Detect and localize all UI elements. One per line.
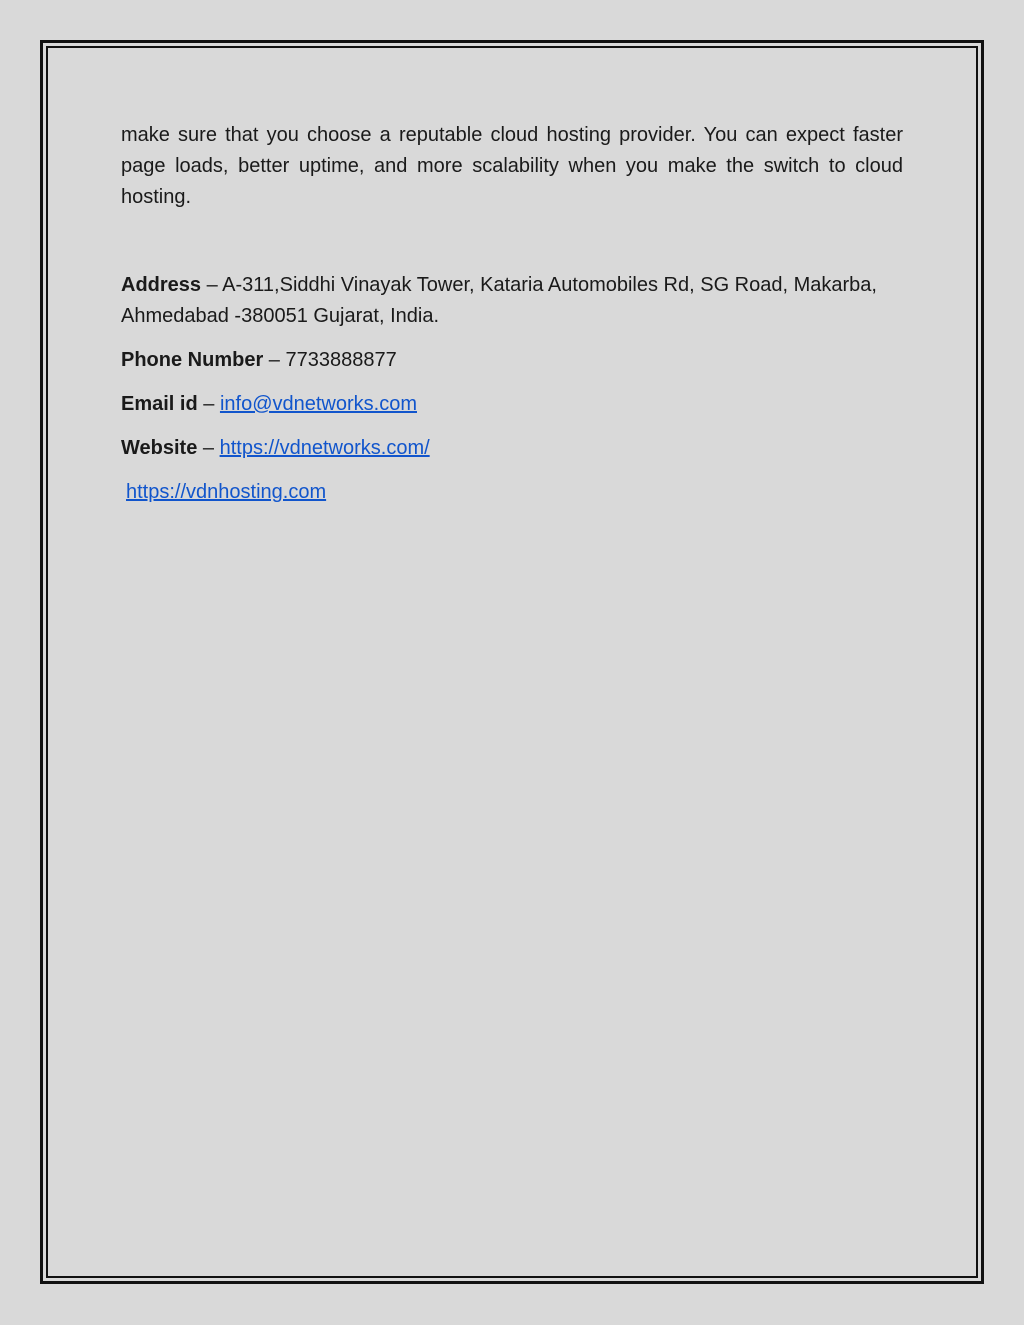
- website-link[interactable]: https://vdnetworks.com/: [219, 437, 430, 459]
- hosting-link[interactable]: https://vdnhosting.com: [126, 481, 327, 503]
- website-line: [121, 433, 903, 464]
- email-line: [121, 389, 903, 420]
- phone-value: 7733888877: [285, 349, 397, 371]
- intro-paragraph: make sure that you choose a reputable cloud hosting provider. You can expect faster page loads, better uptime, and more scalability when you make the switch to cloud hosting.: [121, 124, 903, 208]
- website-separator: –: [197, 437, 220, 459]
- phone-label: Phone Number: [121, 349, 264, 371]
- address-label: Address: [121, 274, 202, 296]
- address-line: [121, 270, 903, 332]
- hosting-link-line: [126, 477, 903, 508]
- phone-separator: –: [263, 349, 286, 371]
- email-label: Email id: [121, 393, 198, 415]
- address-separator: –: [201, 274, 223, 296]
- website-label: Website: [121, 437, 198, 459]
- address-value: A-311,Siddhi Vinayak Tower, Kataria Automobiles Rd, SG Road, Makarba, Ahmedabad -380051 Gujarat, India.: [121, 274, 877, 327]
- document-body: [121, 120, 903, 508]
- email-link[interactable]: info@vdnetworks.com: [219, 393, 417, 415]
- email-separator: –: [197, 393, 220, 415]
- phone-line: [121, 345, 903, 376]
